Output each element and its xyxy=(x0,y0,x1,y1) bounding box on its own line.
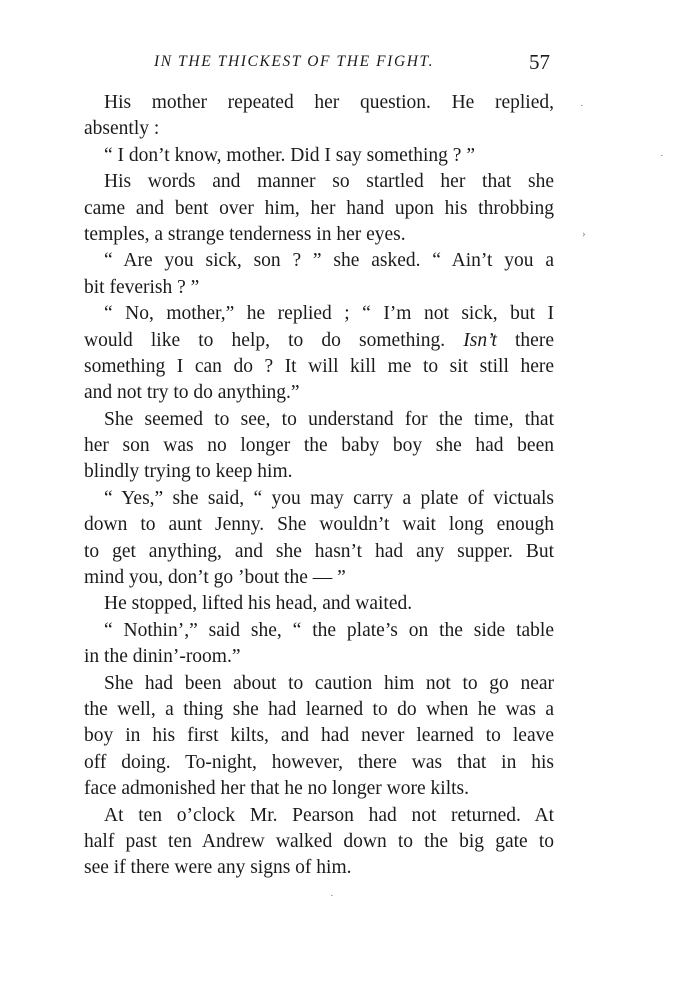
text-line: would like to help, to do something. Isn’t there xyxy=(84,329,554,351)
text-line: face admonished her that he no longer wore kilts. xyxy=(84,778,470,800)
text-line: blindly trying to keep him. xyxy=(84,461,293,483)
text-line: temples, a strange tenderness in her eyes. xyxy=(84,223,406,245)
text-line: half past ten Andrew walked down to the big gate to xyxy=(84,830,554,852)
text-line: His mother repeated her question. He replied, xyxy=(104,92,554,113)
text-line: to get anything, and she hasn’t had any supper. But xyxy=(84,540,554,562)
running-head xyxy=(84,50,552,74)
text-line: something I can do ? It will kill me to sit still here xyxy=(84,355,554,377)
page-speck: · xyxy=(330,890,334,902)
page-speck: › xyxy=(582,228,586,240)
text-line: “ Are you sick, son ? ” she asked. “ Ain’t you a xyxy=(104,250,554,272)
text-line: She seemed to see, to understand for the time, that xyxy=(104,408,554,430)
text-line: mind you, don’t go ’bout the — ” xyxy=(84,567,346,589)
text-line: and not try to do anything.” xyxy=(84,382,300,404)
body-text xyxy=(84,90,554,882)
text-line: His words and manner so startled her that she xyxy=(104,171,554,193)
text-line: bit feverish ? ” xyxy=(84,276,200,298)
text-line: in the dinin’-room.” xyxy=(84,646,241,668)
text-line: down to aunt Jenny. She wouldn’t wait long enough xyxy=(84,514,554,536)
text-line: He stopped, lifted his head, and waited. xyxy=(104,593,413,615)
text-line: boy in his first kilts, and had never learned to leave xyxy=(84,725,554,747)
text-line: came and bent over him, her hand upon his throbbing xyxy=(84,197,554,219)
text-line: “ No, mother,” he replied ; “ I’m not sick, but I xyxy=(104,303,554,325)
text-line: “ I don’t know, mother. Did I say something ? ” xyxy=(104,144,475,166)
text-line: “ Nothin’,” said she, “ the plate’s on the side table xyxy=(104,619,554,641)
text-line: At ten o’clock Mr. Pearson had not returned. At xyxy=(104,804,554,826)
text-line: She had been about to caution him not to go near xyxy=(104,672,554,694)
page-speck: · xyxy=(660,150,664,162)
emphasis: Isn’t xyxy=(463,329,497,351)
page-speck: · xyxy=(580,100,584,112)
text-line: the well, a thing she had learned to do when he was a xyxy=(84,698,554,720)
page-number: 57 xyxy=(529,50,550,74)
text-line: off doing. To-night, however, there was that in his xyxy=(84,751,554,773)
text-line: see if there were any signs of him. xyxy=(84,857,352,879)
text-line: absently : xyxy=(84,118,160,140)
running-title: IN THE THICKEST OF THE FIGHT. xyxy=(154,53,435,70)
text-line: “ Yes,” she said, “ you may carry a plate of victuals xyxy=(104,487,554,509)
text-line: her son was no longer the baby boy she had been xyxy=(84,435,554,457)
